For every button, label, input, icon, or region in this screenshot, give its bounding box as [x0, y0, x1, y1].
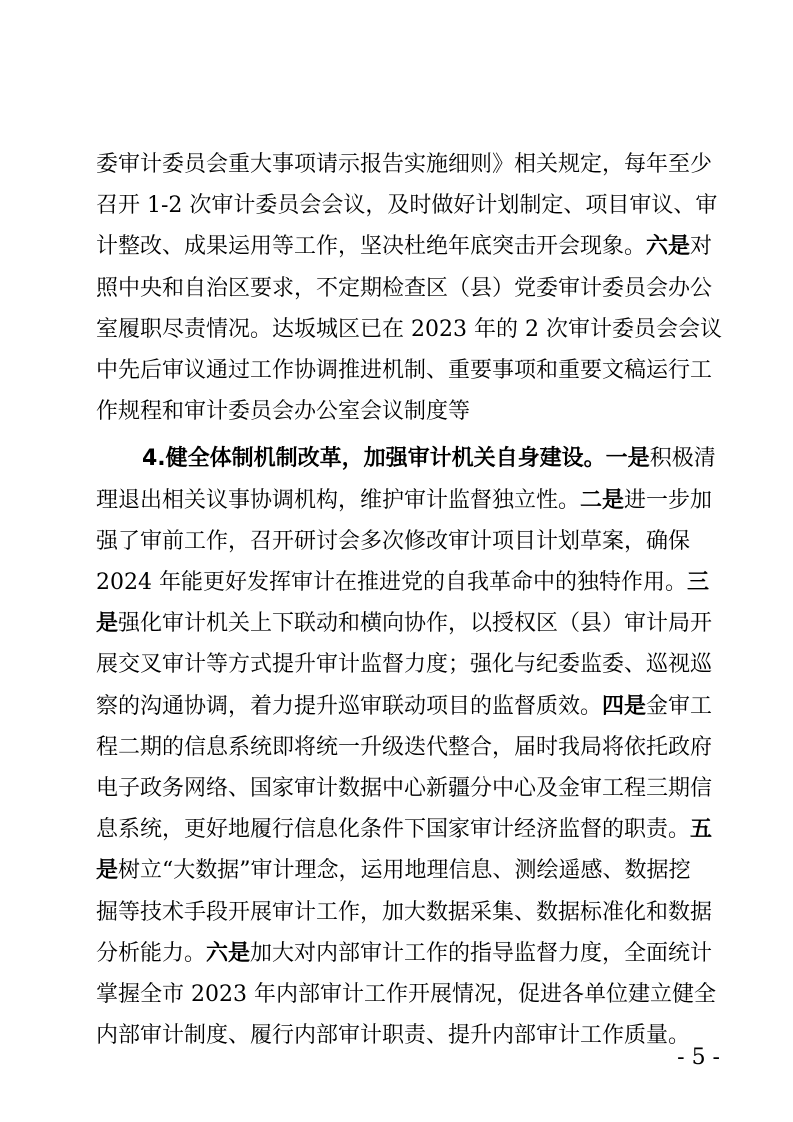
text-segment: 电子政务网络、国家审计数据中心新疆分中心及金审工程三期信: [96, 776, 713, 801]
text-segment: 程二期的信息系统即将统一升级迭代整合，届时我局将依托政府: [96, 735, 713, 760]
text-segment: 2024 年能更好发挥审计在推进党的自我革命中的独特作用。: [96, 570, 687, 595]
section-heading-line: [142, 440, 716, 478]
bold-marker: 一是: [605, 446, 650, 471]
bold-marker: 六是: [206, 941, 251, 966]
bold-marker: 六是: [646, 234, 691, 259]
text-segment: 强化审计机关上下联动和横向协作，以授权区（县）审计局开: [118, 611, 713, 636]
text-line: [96, 352, 713, 390]
bold-marker: 三: [686, 570, 709, 595]
text-segment: 中先后审议通过工作协调推进机制、重要事项和重要文稿运行工: [96, 358, 713, 383]
text-line: [96, 523, 696, 561]
text-line: [96, 646, 713, 684]
bold-marker: 五: [690, 817, 713, 842]
text-segment: 树立“大数据”审计理念，运用地理信息、测绘遥感、数据挖: [118, 858, 691, 883]
text-line: [96, 811, 713, 849]
section-heading: 4.健全体制机制改革，加强审计机关自身建设。: [142, 446, 606, 471]
text-segment: 金审工: [646, 694, 713, 719]
text-line: [96, 976, 716, 1014]
text-segment: 察的沟通协调，着力提升巡审联动项目的监督质效。: [96, 694, 603, 719]
text-line: [96, 688, 713, 726]
text-segment: 息系统，更好地履行信息化条件下国家审计经济监督的职责。: [96, 817, 691, 842]
text-segment: 对: [690, 234, 713, 259]
text-segment: 加大对内部审计工作的指导监督力度，全面统计: [250, 941, 713, 966]
bold-marker: 是: [96, 611, 119, 636]
text-segment: 展交叉审计等方式提升审计监督力度；强化与纪委监委、巡视巡: [96, 652, 713, 677]
text-line: [96, 564, 709, 602]
text-line: [96, 187, 718, 225]
text-line: [96, 270, 713, 308]
text-line: [96, 605, 713, 643]
text-line: [96, 729, 713, 767]
text-segment: 掌握全市 2023 年内部审计工作开展情况，促进各单位建立健全: [96, 982, 716, 1007]
text-segment: 积极清: [649, 446, 716, 471]
page-number: - 5 -: [677, 1045, 720, 1070]
text-line: [96, 393, 696, 431]
text-segment: 作规程和审计委员会办公室会议制度等: [96, 399, 471, 424]
text-line: [96, 935, 713, 973]
text-line: [96, 228, 713, 266]
bold-marker: 二是: [580, 488, 625, 513]
text-line: [96, 146, 713, 184]
text-line: [96, 311, 722, 349]
text-line: [96, 482, 713, 520]
bold-marker: 是: [96, 858, 119, 883]
text-segment: 内部审计制度、履行内部审计职责、提升内部审计工作质量。: [96, 1023, 691, 1048]
bold-marker: 四是: [602, 694, 647, 719]
text-line: [96, 894, 713, 932]
text-segment: 照中央和自治区要求，不定期检查区（县）党委审计委员会办公: [96, 276, 713, 301]
text-segment: 召开 1-2 次审计委员会会议，及时做好计划制定、项目审议、审: [96, 193, 718, 218]
text-segment: 分析能力。: [96, 941, 207, 966]
text-segment: 理退出相关议事协调机构，维护审计监督独立性。: [96, 488, 581, 513]
text-segment: 强了审前工作，召开研讨会多次修改审计项目计划草案，确保: [96, 529, 691, 554]
text-segment: 进一步加: [624, 488, 713, 513]
text-line: [96, 852, 696, 890]
text-segment: 委审计委员会重大事项请示报告实施细则》相关规定，每年至少: [96, 152, 713, 177]
text-segment: 室履职尽责情况。达坂城区已在 2023 年的 2 次审计委员会会议: [96, 317, 722, 342]
text-line: [96, 1017, 696, 1055]
text-line: [96, 770, 713, 808]
text-segment: 计整改、成果运用等工作，坚决杜绝年底突击开会现象。: [96, 234, 647, 259]
text-segment: 掘等技术手段开展审计工作，加大数据采集、数据标准化和数据: [96, 900, 713, 925]
